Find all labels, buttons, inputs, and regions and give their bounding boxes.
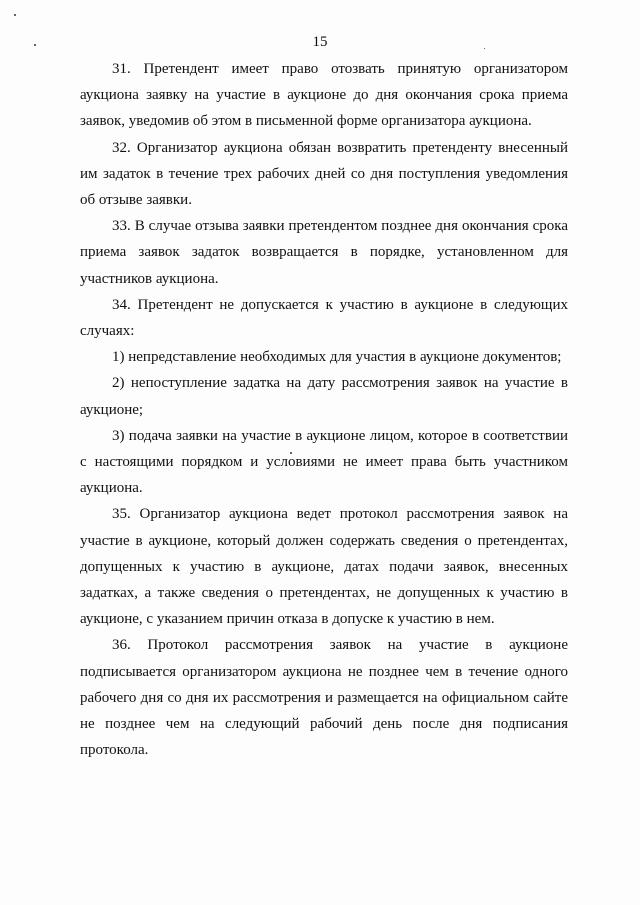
document-body (80, 56, 568, 763)
list-item-2: 2) непоступление задатка на дату рассмотрения заявок на участие в аукционе; (80, 375, 568, 418)
scan-speck (14, 14, 16, 16)
paragraph-36: 36. Протокол рассмотрения заявок на участие в аукционе подписывается организатором аукциона не позднее чем в течение одного рабочего дня со дня их рассмотрения и размещается на официальном сайте не позднее чем на следующий рабочий день после дня подписания протокола. (80, 637, 568, 759)
paragraph-35: 35. Организатор аукциона ведет протокол рассмотрения заявок на участие в аукционе, который должен содержать сведения о претендентах, допущенных к участию в аукционе, датах подачи заявок, внесенных задатках, а также сведения о претендентах, не допущенных к участию в аукционе, с указанием причин отказа в допуске к участию в нем. (80, 506, 568, 628)
paragraph-31: 31. Претендент имеет право отозвать принятую организатором аукциона заявку на участие в аукционе до дня окончания срока приема заявок, уведомив об этом в письменной форме организатора аукциона. (80, 61, 568, 130)
paragraph-33: 33. В случае отзыва заявки претендентом позднее дня окончания срока приема заявок задаток возвращается в порядке, установленном для участников аукциона. (80, 218, 568, 287)
list-item-1: 1) непредставление необходимых для участия в аукционе документов; (112, 349, 562, 366)
paragraph-32: 32. Организатор аукциона обязан возвратить претенденту внесенный им задаток в течение трех рабочих дней со дня поступления уведомления об отзыве заявки. (80, 139, 568, 209)
paragraph-34: 34. Претендент не допускается к участию в аукционе в следующих случаях: (80, 296, 568, 340)
list-item-3: 3) подача заявки на участие в аукционе лицом, которое в соответствии с настоящими порядком и условиями не имеет права быть участником аукциона. (80, 427, 568, 497)
page-number: 15 (312, 34, 328, 50)
